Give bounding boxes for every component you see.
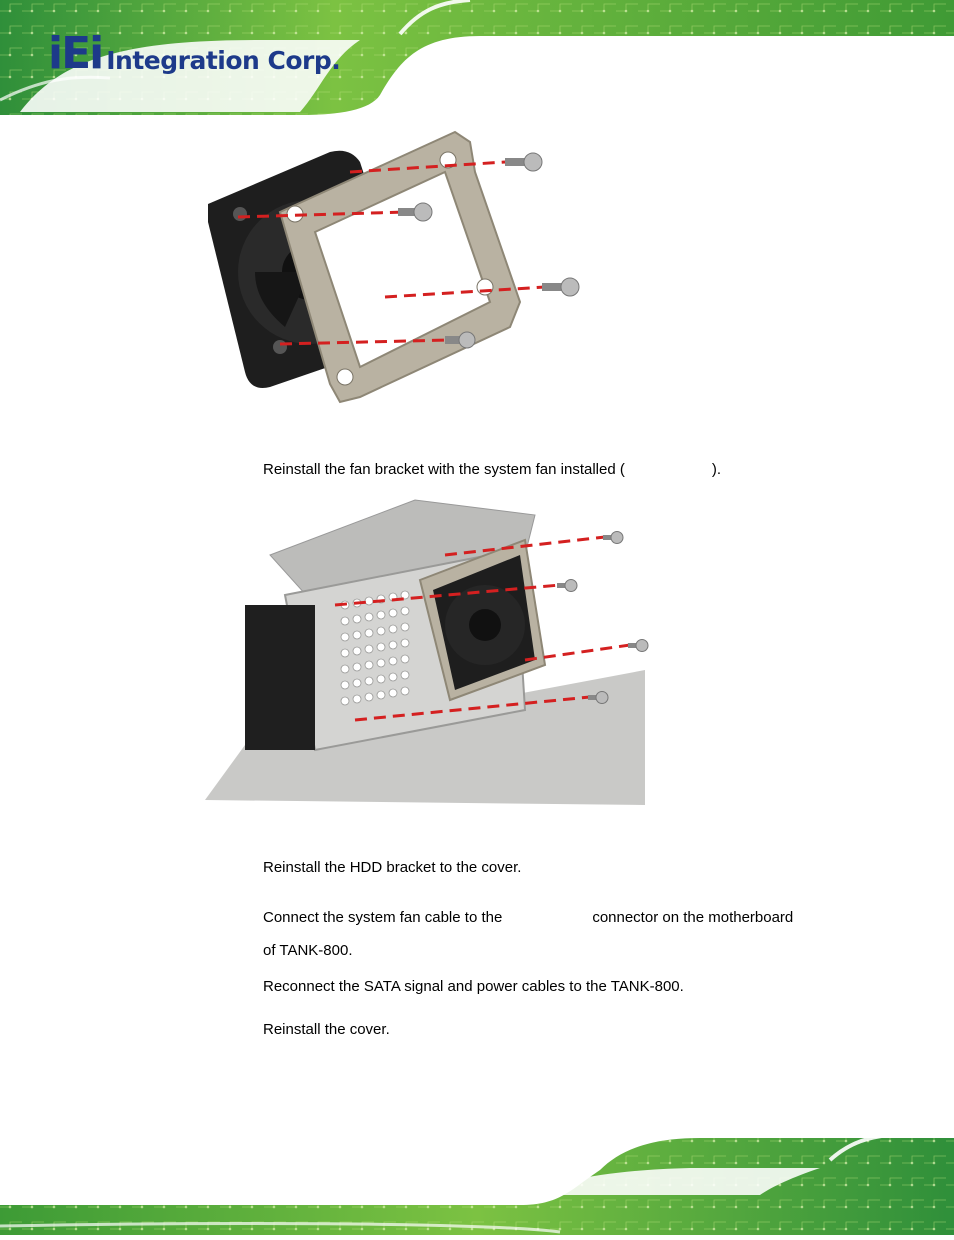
fan-bracket-illustration [200,122,600,412]
footer-banner [0,1130,954,1235]
page-footer [0,1130,954,1235]
step-reinstall-cover: Reinstall the cover. [263,1021,390,1038]
step-text: Connect the system fan cable to the [263,909,503,926]
step-text-middle: connector on the motherboard [592,909,794,926]
step-connect-fan-cable [263,901,823,967]
step-text-line2: of TANK-800. [263,942,353,959]
step-text-end: ). [711,461,722,478]
step-reconnect-sata: Reconnect the SATA signal and power cables to the TANK-800. [263,978,684,995]
step-reinstall-fan-bracket [263,460,721,480]
step-reinstall-hdd-bracket: Reinstall the HDD bracket to the cover. [263,859,522,876]
page-header [0,0,954,115]
logo-mark: iEi [48,28,103,79]
hdd-bracket-image [205,500,645,805]
step-text: Reinstall the fan bracket with the system fan installed ( [263,461,625,478]
company-logo [48,26,341,79]
logo-text: Integration Corp. [106,46,341,75]
hdd-bracket-fan-illustration [205,495,650,805]
